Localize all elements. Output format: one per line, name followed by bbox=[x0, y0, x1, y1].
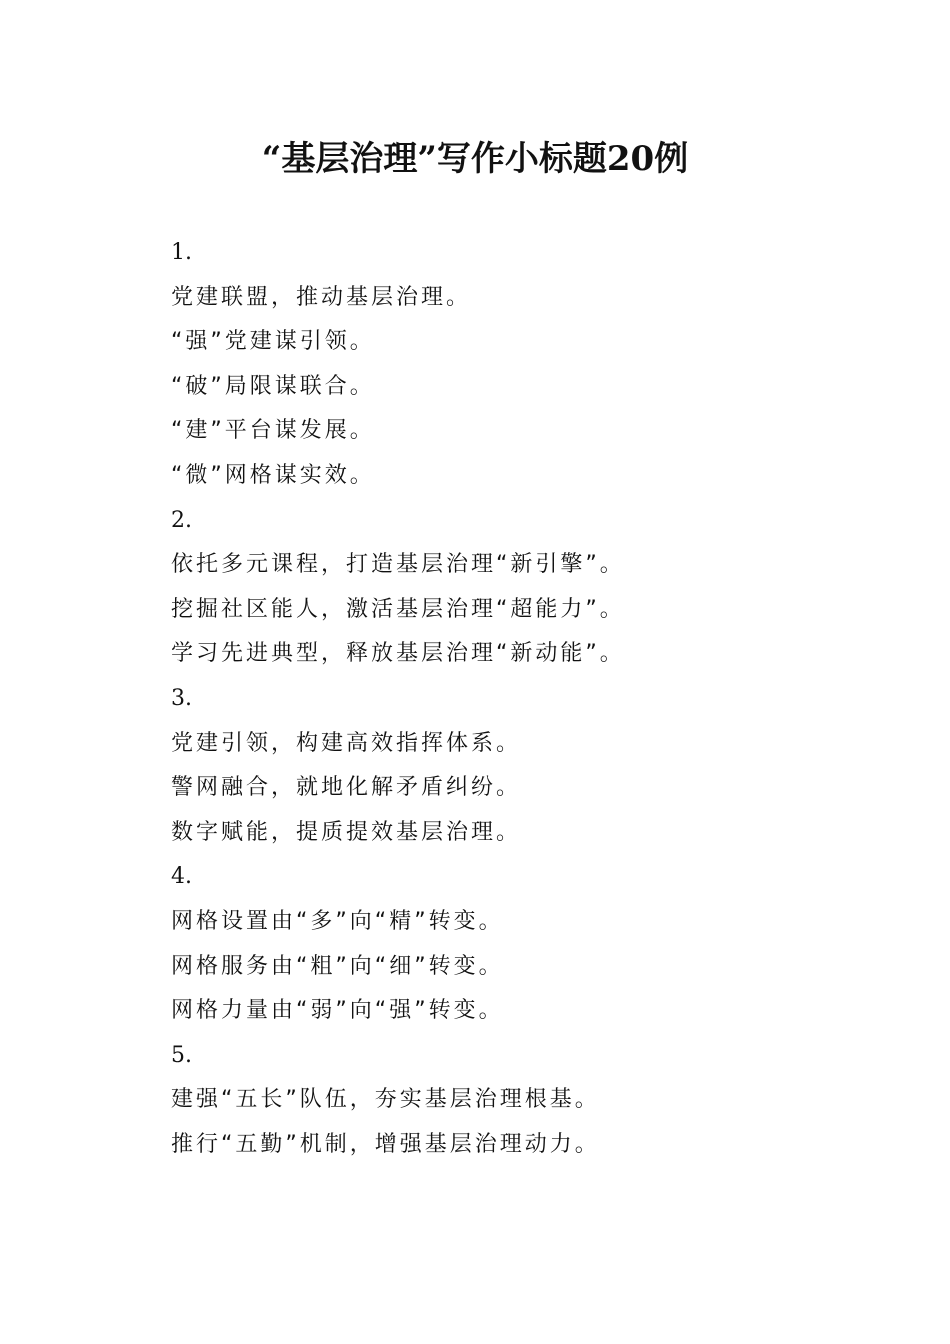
document-body bbox=[171, 231, 871, 1167]
section-line: 网格力量由“弱”向“强”转变。 bbox=[171, 998, 504, 1024]
section-number: 2. bbox=[171, 507, 192, 533]
section-number: 3. bbox=[171, 685, 192, 711]
section-line: “微”网格谋实效。 bbox=[171, 462, 375, 488]
section-line: 网格设置由“多”向“精”转变。 bbox=[171, 908, 504, 934]
section-line: 网格服务由“粗”向“细”转变。 bbox=[171, 953, 504, 979]
section-line: 建强“五长”队伍，夯实基层治理根基。 bbox=[171, 1087, 600, 1113]
document-title: “基层治理”写作小标题20例 bbox=[261, 139, 689, 179]
section-line: “建”平台谋发展。 bbox=[171, 418, 375, 444]
section-number: 5. bbox=[171, 1042, 192, 1068]
section-line: 党建联盟，推动基层治理。 bbox=[171, 284, 472, 310]
section-line: 学习先进典型，释放基层治理“新动能”。 bbox=[171, 641, 625, 667]
section-number: 4. bbox=[171, 864, 192, 890]
section-line: 推行“五勤”机制，增强基层治理动力。 bbox=[171, 1131, 600, 1157]
section-line: 挖掘社区能人，激活基层治理“超能力”。 bbox=[171, 596, 625, 622]
section-line: “强”党建谋引领。 bbox=[171, 329, 375, 355]
section-line: 党建引领，构建高效指挥体系。 bbox=[171, 730, 522, 756]
section-number: 1. bbox=[171, 240, 192, 265]
section-line: 依托多元课程，打造基层治理“新引擎”。 bbox=[171, 552, 625, 578]
section-line: 数字赋能，提质提效基层治理。 bbox=[171, 819, 522, 845]
section-line: “破”局限谋联合。 bbox=[171, 373, 375, 399]
section-line: 警网融合，就地化解矛盾纠纷。 bbox=[171, 775, 522, 801]
